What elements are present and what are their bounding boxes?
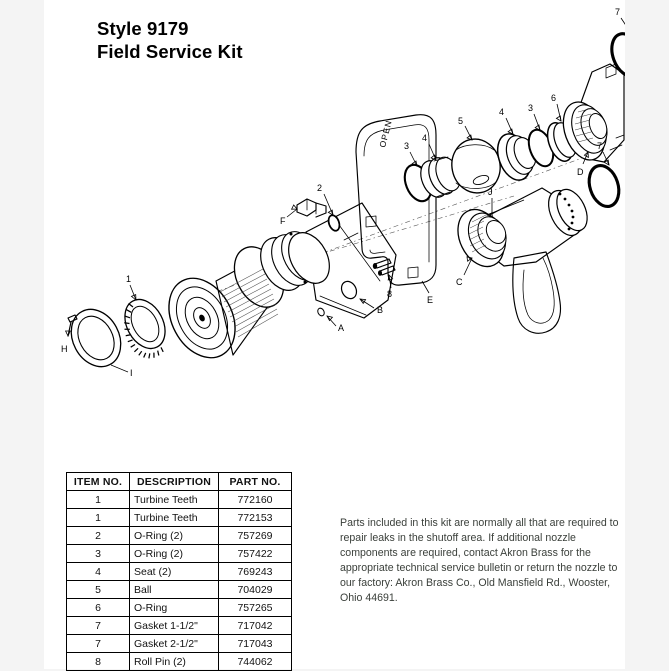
cell-part: 717042 xyxy=(219,617,292,635)
header-item-no: ITEM NO. xyxy=(67,473,130,491)
cell-item: 4 xyxy=(67,563,130,581)
cell-part: 704029 xyxy=(219,581,292,599)
cell-item: 3 xyxy=(67,545,130,563)
kit-note-paragraph: Parts included in this kit are normally all that are required to repair leaks in the shutoff area. If additional nozzle components are required, contact Akron Brass for the appropriate technical service bulletin or return the nozzle to our factory: Akron Brass Co., Old Mansfield Rd., Wooster, Ohio 44691. xyxy=(340,516,628,606)
cell-part: 769243 xyxy=(219,563,292,581)
cell-part: 717043 xyxy=(219,635,292,653)
callout-3b: 3 xyxy=(528,103,533,113)
cell-item: 6 xyxy=(67,599,130,617)
document-sheet xyxy=(44,0,625,669)
cell-description: Ball xyxy=(130,581,219,599)
table-row xyxy=(67,563,292,581)
callout-H: H xyxy=(61,344,68,354)
cell-item: 8 xyxy=(67,653,130,671)
exploded-parts-diagram xyxy=(44,0,625,440)
callout-1: 1 xyxy=(126,274,131,284)
callout-F: F xyxy=(280,216,286,226)
part-valve-stem xyxy=(297,199,326,217)
cell-item: 7 xyxy=(67,617,130,635)
cell-part: 757265 xyxy=(219,599,292,617)
part-roll-pins xyxy=(373,259,395,276)
cell-part: 744062 xyxy=(219,653,292,671)
part-gasket-7-lower xyxy=(584,162,624,211)
cell-description: O-Ring (2) xyxy=(130,545,219,563)
table-row xyxy=(67,617,292,635)
table-row xyxy=(67,599,292,617)
table-row xyxy=(67,653,292,671)
cell-item: 7 xyxy=(67,635,130,653)
callout-4b: 4 xyxy=(499,107,504,117)
callout-D: D xyxy=(577,167,584,177)
cell-part: 757422 xyxy=(219,545,292,563)
part-turbine-teeth xyxy=(117,293,173,359)
bail-open-text: OPEN xyxy=(377,119,393,149)
header-part-no: PART NO. xyxy=(219,473,292,491)
callout-4a: 4 xyxy=(422,133,427,143)
cell-description: Seat (2) xyxy=(130,563,219,581)
callout-6: 6 xyxy=(551,93,556,103)
table-row xyxy=(67,527,292,545)
cell-item: 1 xyxy=(67,509,130,527)
parts-table xyxy=(66,472,292,671)
cell-part: 772160 xyxy=(219,491,292,509)
cell-part: 757269 xyxy=(219,527,292,545)
table-row xyxy=(67,581,292,599)
callout-7a: 7 xyxy=(615,7,620,17)
part-detent-a xyxy=(316,307,325,317)
cell-description: Gasket 1-1/2" xyxy=(130,617,219,635)
cell-part: 772153 xyxy=(219,509,292,527)
callout-A: A xyxy=(338,323,344,333)
cell-description: Roll Pin (2) xyxy=(130,653,219,671)
callout-C: C xyxy=(456,277,463,287)
cell-description: Gasket 2-1/2" xyxy=(130,635,219,653)
cell-description: Turbine Teeth xyxy=(130,509,219,527)
table-row xyxy=(67,635,292,653)
cell-description: Turbine Teeth xyxy=(130,491,219,509)
cell-item: 2 xyxy=(67,527,130,545)
callout-J: J xyxy=(488,187,493,197)
cell-description: O-Ring (2) xyxy=(130,527,219,545)
title-line-kit: Field Service Kit xyxy=(97,41,243,64)
callout-E: E xyxy=(427,295,433,305)
cell-description: O-Ring xyxy=(130,599,219,617)
parts-table-container xyxy=(66,472,291,671)
table-row xyxy=(67,509,292,527)
callout-7b: 7 xyxy=(597,141,602,151)
callout-I: I xyxy=(130,368,133,378)
callout-2: 2 xyxy=(317,183,322,193)
table-header-row xyxy=(67,473,292,491)
callout-5: 5 xyxy=(458,116,463,126)
table-row xyxy=(67,545,292,563)
header-description: DESCRIPTION xyxy=(130,473,219,491)
part-gasket-ring xyxy=(62,301,131,376)
cell-item: 5 xyxy=(67,581,130,599)
cell-item: 1 xyxy=(67,491,130,509)
callout-8: 8 xyxy=(387,289,392,299)
callout-3a: 3 xyxy=(404,141,409,151)
callout-B: B xyxy=(377,305,383,315)
part-oring-2 xyxy=(327,214,342,232)
table-row xyxy=(67,491,292,509)
title-line-style: Style 9179 xyxy=(97,18,243,41)
